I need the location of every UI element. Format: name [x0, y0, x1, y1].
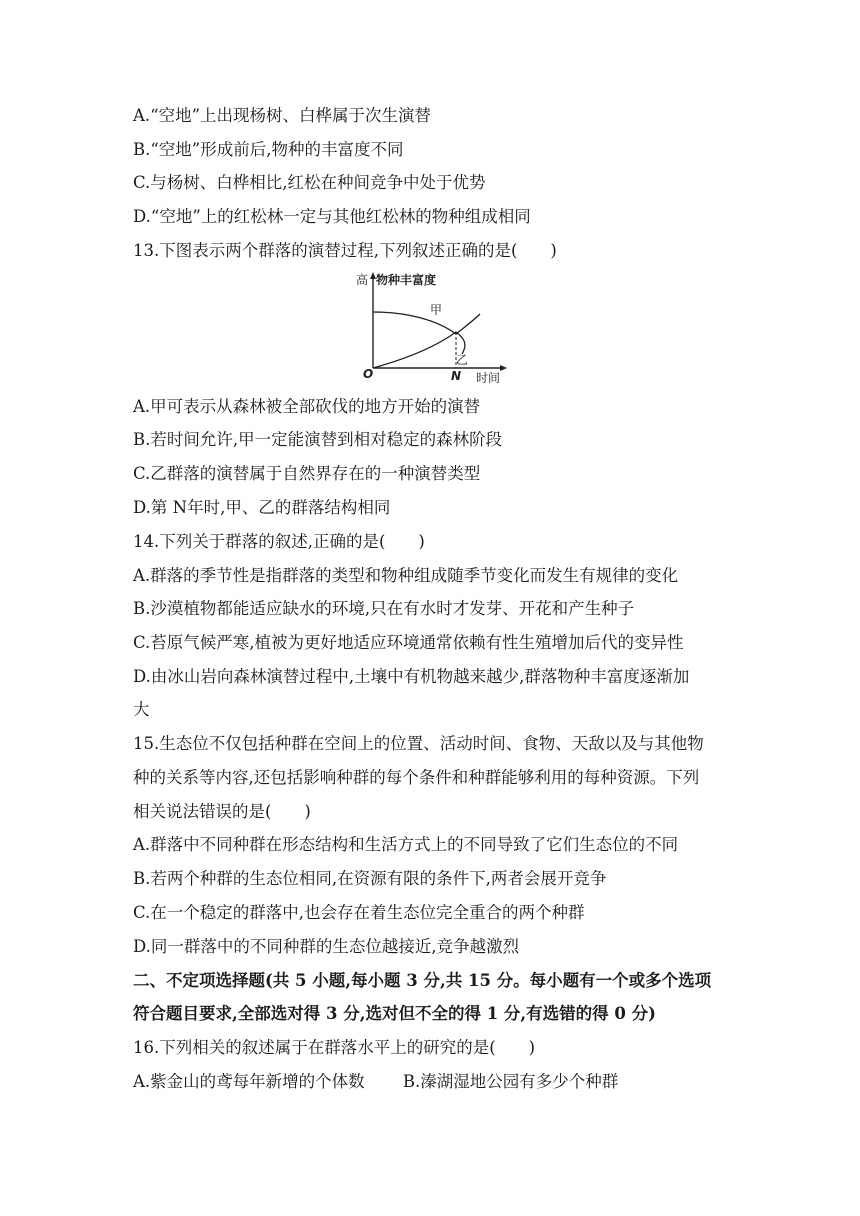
figure-jia-label: 甲	[430, 303, 443, 317]
q15-option-d: D.同一群落中的不同种群的生态位越接近,竞争越激烈	[133, 937, 520, 956]
q16-options-ab: A.紫金山的鸢每年新增的个体数 B.溱湖湿地公园有多少个种群	[133, 1072, 619, 1091]
q15-option-b: B.若两个种群的生态位相同,在资源有限的条件下,两者会展开竞争	[133, 869, 607, 888]
figure-y-high-label: 高	[356, 273, 369, 287]
section2-heading-line2: 符合题目要求,全部选对得 3 分,选对但不全的得 1 分,有选错的得 0 分)	[133, 1004, 656, 1023]
q15-option-a: A.群落中不同种群在形态结构和生活方式上的不同导致了它们生态位的不同	[133, 835, 679, 854]
q14-option-c: C.苔原气候严寒,植被为更好地适应环境通常依赖有性生殖增加后代的变异性	[133, 633, 684, 652]
q14-option-b: B.沙漠植物都能适应缺水的环境,只在有水时才发芽、开花和产生种子	[133, 599, 635, 618]
q13-option-c: C.乙群落的演替属于自然界存在的一种演替类型	[133, 464, 481, 483]
q13-option-b: B.若时间允许,甲一定能演替到相对稳定的森林阶段	[133, 430, 503, 449]
q15-stem-line3: 相关说法错误的是( )	[133, 802, 311, 821]
section2-heading-line1: 二、不定项选择题(共 5 小题,每小题 3 分,共 15 分。每小题有一个或多个选项	[133, 971, 712, 990]
q13-stem: 13.下图表示两个群落的演替过程,下列叙述正确的是( )	[133, 241, 557, 260]
q15-option-c: C.在一个稳定的群落中,也会存在着生态位完全重合的两个种群	[133, 903, 585, 922]
figure-y-title: 物种丰富度	[376, 273, 437, 287]
q13-option-a: A.甲可表示从森林被全部砍伐的地方开始的演替	[133, 397, 481, 416]
q12-option-d: D.“空地”上的红松林一定与其他红松林的物种组成相同	[133, 207, 531, 226]
figure-yi-label: 乙	[456, 353, 469, 367]
q14-option-d-line2: 大	[133, 700, 150, 719]
figure-x-arrow	[500, 365, 507, 371]
q12-option-b: B.“空地”形成前后,物种的丰富度不同	[133, 140, 404, 159]
q14-stem: 14.下列关于群落的叙述,正确的是( )	[133, 532, 425, 551]
q15-stem-line1: 15.生态位不仅包括种群在空间上的位置、活动时间、食物、天敌以及与其他物	[133, 734, 704, 753]
q15-stem-line2: 种的关系等内容,还包括影响种群的每个条件和种群能够利用的每种资源。下列	[133, 768, 700, 787]
q12-option-a: A.“空地”上出现杨树、白桦属于次生演替	[133, 106, 432, 125]
curve-yi	[373, 332, 465, 368]
q14-option-d-line1: D.由冰山岩向森林演替过程中,土壤中有机物越来越少,群落物种丰富度逐渐加	[133, 667, 690, 686]
figure-origin-label: O	[363, 367, 374, 381]
succession-figure	[352, 268, 512, 388]
curve-jia	[373, 312, 480, 334]
figure-n-label: N	[451, 369, 462, 383]
q14-option-a: A.群落的季节性是指群落的类型和物种组成随季节变化而发生有规律的变化	[133, 566, 679, 585]
q16-stem: 16.下列相关的叙述属于在群落水平上的研究的是( )	[133, 1038, 536, 1057]
q12-option-c: C.与杨树、白桦相比,红松在种间竞争中处于优势	[133, 173, 486, 192]
figure-x-title: 时间	[476, 371, 501, 385]
q13-option-d: D.第 N年时,甲、乙的群落结构相同	[133, 498, 391, 517]
